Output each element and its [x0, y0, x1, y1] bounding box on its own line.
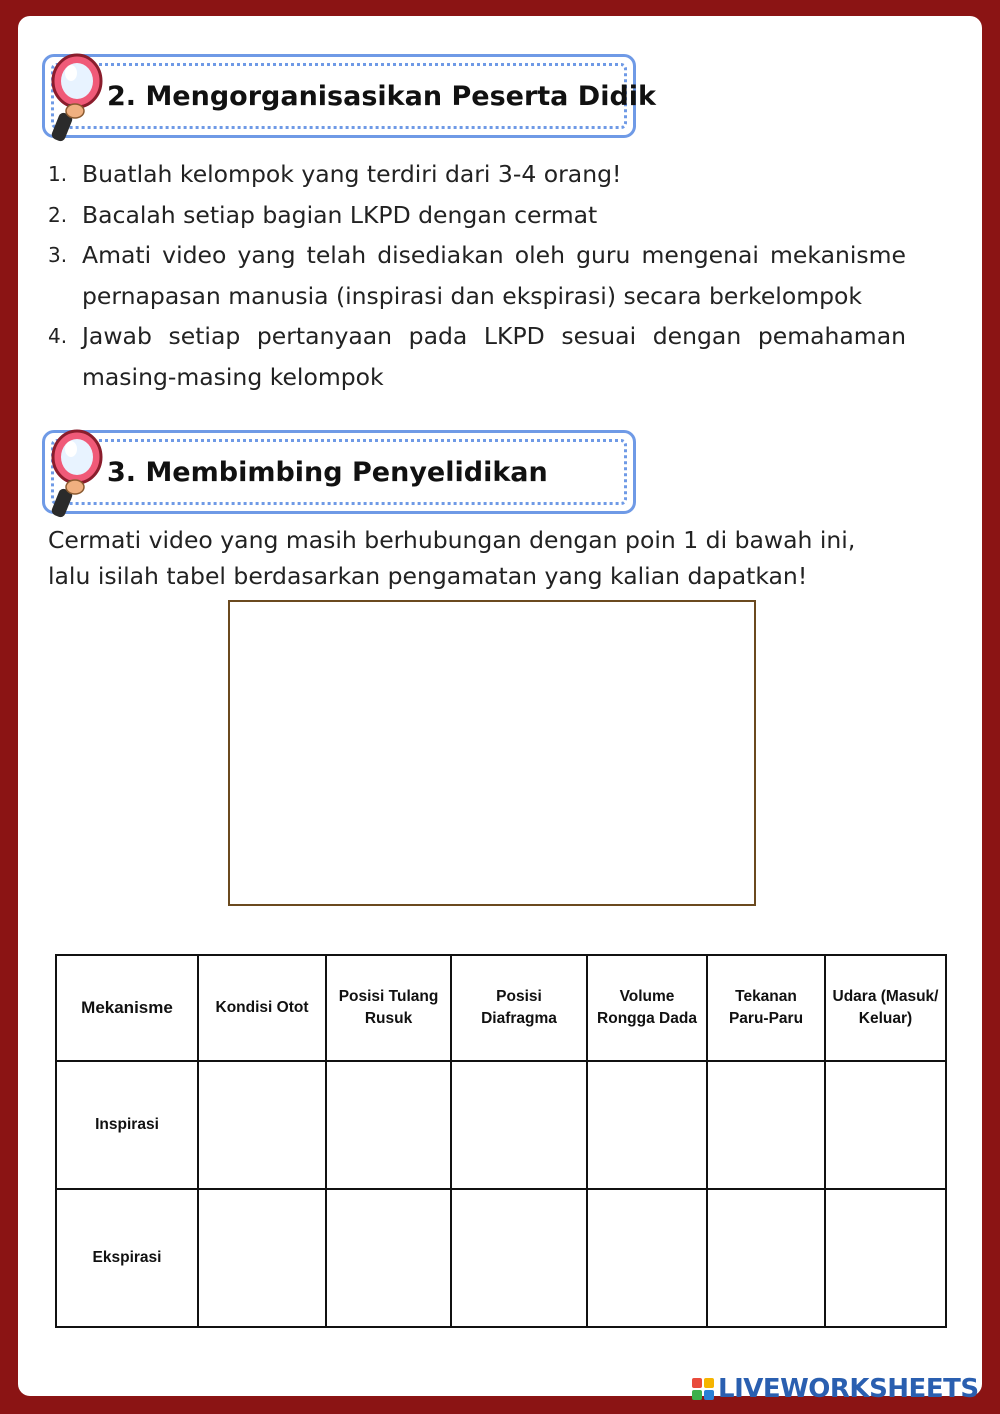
- column-header: Mekanisme: [56, 955, 198, 1061]
- step-number: 3.: [48, 243, 68, 267]
- observation-table: [55, 954, 947, 1328]
- answer-cell[interactable]: [825, 1061, 946, 1189]
- steps-list: [48, 154, 906, 397]
- worksheet-page: [18, 16, 982, 1396]
- list-item: [48, 154, 906, 195]
- logo-icon: [692, 1378, 714, 1400]
- answer-cell[interactable]: [707, 1189, 825, 1327]
- section-header-organize: [42, 54, 657, 138]
- brand-name: LIVEWORKSHEETS: [718, 1374, 979, 1404]
- step-text: Jawab setiap pertanyaan pada LKPD sesuai dengan pemahaman masing-masing kelompok: [82, 322, 906, 391]
- magnifier-icon: [41, 51, 113, 147]
- instruction-line: lalu isilah tabel berdasarkan pengamatan yang kalian dapatkan!: [48, 562, 808, 590]
- instruction-text: [48, 522, 928, 594]
- column-header: Posisi Tulang Rusuk: [326, 955, 451, 1061]
- row-label: Inspirasi: [56, 1061, 198, 1189]
- row-label: Ekspirasi: [56, 1189, 198, 1327]
- answer-cell[interactable]: [587, 1189, 707, 1327]
- table-row: [56, 1189, 946, 1327]
- video-player[interactable]: [228, 600, 756, 906]
- liveworksheets-logo[interactable]: [692, 1374, 979, 1404]
- step-number: 1.: [48, 162, 68, 186]
- answer-cell[interactable]: [326, 1189, 451, 1327]
- magnifier-icon: [41, 427, 113, 523]
- step-number: 2.: [48, 202, 68, 227]
- table-row: [56, 1061, 946, 1189]
- answer-cell[interactable]: [198, 1061, 326, 1189]
- step-text: Bacalah setiap bagian LKPD dengan cermat: [82, 200, 598, 229]
- table-header-row: [56, 955, 946, 1061]
- section-header-investigate: [42, 430, 636, 514]
- column-header: Udara (Masuk/ Keluar): [825, 955, 946, 1061]
- column-header: Posisi Diafragma: [451, 955, 587, 1061]
- list-item: [48, 316, 906, 397]
- section-title-organize: 2. Mengorganisasikan Peserta Didik: [107, 81, 657, 112]
- column-header: Kondisi Otot: [198, 955, 326, 1061]
- list-item: [48, 235, 906, 316]
- column-header: Tekanan Paru-Paru: [707, 955, 825, 1061]
- step-text: Buatlah kelompok yang terdiri dari 3-4 orang!: [82, 160, 622, 188]
- section-title-investigate: 3. Membimbing Penyelidikan: [107, 457, 548, 488]
- answer-cell[interactable]: [451, 1189, 587, 1327]
- answer-cell[interactable]: [587, 1061, 707, 1189]
- answer-cell[interactable]: [198, 1189, 326, 1327]
- list-item: [48, 195, 906, 236]
- answer-cell[interactable]: [451, 1061, 587, 1189]
- instruction-line: Cermati video yang masih berhubungan dengan poin 1 di bawah ini,: [48, 526, 856, 554]
- answer-cell[interactable]: [326, 1061, 451, 1189]
- column-header: Volume Rongga Dada: [587, 955, 707, 1061]
- step-text: Amati video yang telah disediakan oleh guru mengenai mekanisme pernapasan manusia (inspirasi dan ekspirasi) secara berkelompok: [82, 241, 906, 310]
- answer-cell[interactable]: [707, 1061, 825, 1189]
- answer-cell[interactable]: [825, 1189, 946, 1327]
- step-number: 4.: [48, 324, 68, 348]
